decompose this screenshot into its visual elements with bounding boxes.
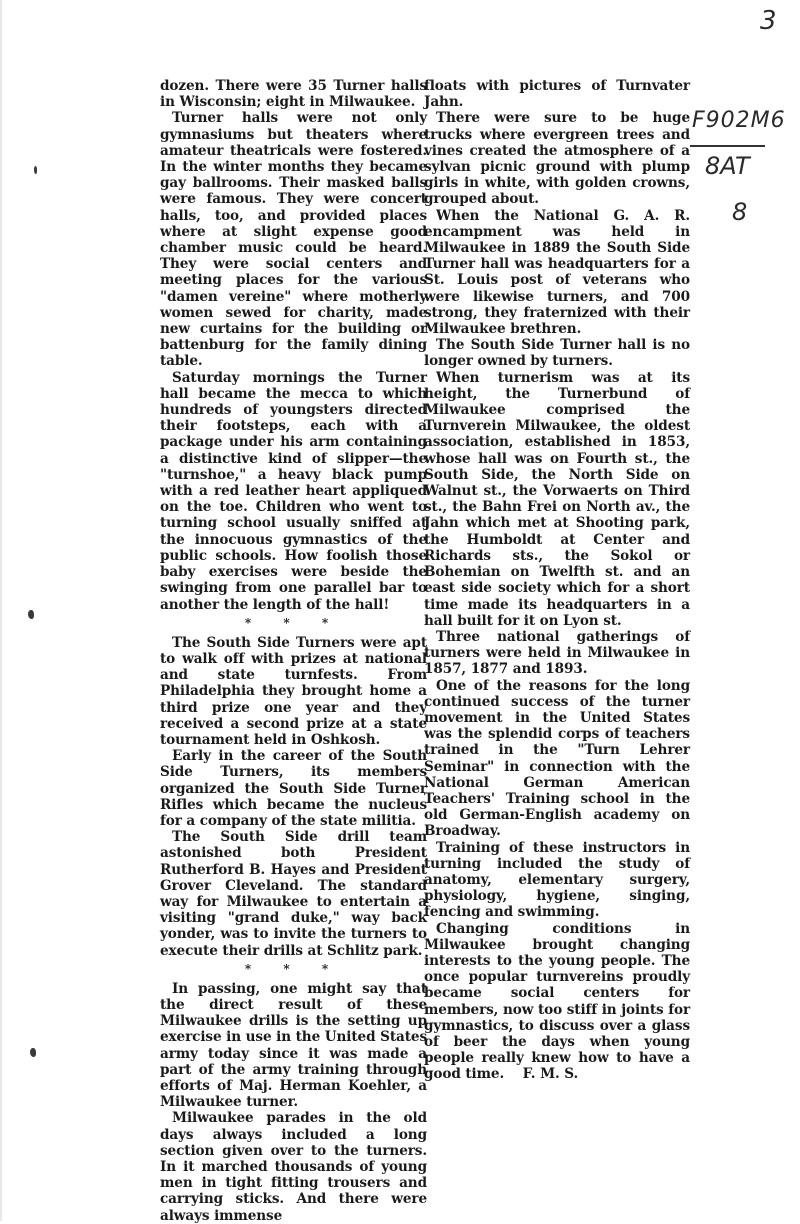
article-paragraph: The South Side Turners were apt to walk off with prizes at national and state turnfests. From Philadelphia they brought home a third prize one year and they received a second prize at a state tournament held in Oshkosh.: [160, 634, 427, 748]
section-separator: * * *: [244, 961, 343, 976]
article-paragraph: When turnerism was at its height, the Turnerbund of Milwaukee comprised the Turnverein Milwaukee, the oldest association, established in 1853, whose hall was on Fourth st., the South Side, the North Side on Walnut st., the Vorwaerts on Third st., the Bahn Frei on North av., the Jahn which met at Shooting park, the Humboldt at Center and Richards sts., the Sokol or Bohemian on Twelfth st. and an east side society which for a short time made its headquarters in a hall built for it on Lyon st.: [424, 369, 690, 629]
article-paragraph: Three national gatherings of turners were held in Milwaukee in 1857, 1877 and 1893.: [424, 628, 690, 678]
article-paragraph: floats with pictures of Turnvater Jahn.: [424, 78, 690, 111]
article-column-left: [160, 78, 427, 1224]
article-paragraph: When the National G. A. R. encampment was held in Milwaukee in 1889 the South Side Turner hall was headquarters for a St. Louis post of veterans who were likewise turners, and 700 strong, they fraternized with their Milwaukee brethren.: [424, 207, 690, 338]
article-paragraph: One of the reasons for the long continued success of the turner movement in the United States was the splendid corps of teachers trained in the "Turn Lehrer Seminar" in connection with the National German American Teachers' Training school in the old German-English academy on Broadway.: [424, 677, 690, 840]
article-column-right: [424, 78, 690, 1083]
article-paragraph: [424, 921, 690, 1083]
handwritten-page-number: 3: [760, 6, 777, 36]
handwritten-volume-number: 8: [732, 198, 748, 226]
section-separator: * * *: [244, 615, 343, 630]
author-initials: F. M. S.: [522, 1066, 579, 1083]
article-paragraph: In passing, one might say that the direct result of these Milwaukee drills is the setting up exercise in use in the United States army today since it was made a part of the army training through efforts of Maj. Herman Koehler, a Milwaukee turner.: [160, 980, 428, 1111]
margin-speck: [34, 166, 37, 174]
article-paragraph: Milwaukee parades in the old days always included a long section given over to the turners. In it marched thousands of young men in tight fitting trousers and carrying sticks. And there were always immense: [160, 1110, 427, 1224]
article-paragraph: Turner halls were not only gymnasiums but theaters where amateur theatricals were fostered. In the winter months they became gay ballrooms. Their masked balls were famous. They were concert halls, too, and provided places where at slight expense good chamber music could be heard. They were social centers and meeting places for the various "damen vereine" where motherly women sewed for charity, made new curtains for the building or battenburg for the family dining table.: [160, 110, 427, 370]
article-closing-text: Changing conditions in Milwaukee brought changing interests to the young people. The once popular turnvereins proudly became social centers for members, now too stiff in joints for gymnastics, to discuss over a glass of beer the days when young people really knew how to have a good time.: [424, 920, 690, 1083]
handwritten-underline: [690, 145, 765, 147]
margin-speck: [30, 1048, 36, 1057]
handwritten-shelf-code: 8AT: [705, 152, 750, 180]
article-paragraph: The South Side drill team astonished both President Rutherford B. Hayes and President Grover Cleveland. The standard way for Milwaukee to entertain a visiting "grand duke," way back yonder, was to invite the turners to execute their drills at Schlitz park.: [160, 829, 427, 959]
article-paragraph: dozen. There were 35 Turner halls in Wisconsin; eight in Milwaukee.: [160, 78, 427, 111]
article-paragraph: Training of these instructors in turning included the study of anatomy, elementary surgery, physiology, hygiene, singing, fencing and swimming.: [424, 839, 690, 921]
article-paragraph: There were sure to be huge trucks where evergreen trees and vines created the atmosphere of a sylvan picnic ground with plump girls in white, with golden crowns, grouped about.: [424, 110, 690, 208]
article-paragraph: The South Side Turner hall is no longer owned by turners.: [424, 337, 690, 370]
margin-speck: [28, 610, 34, 619]
handwritten-call-number: F902M6: [692, 108, 786, 133]
article-paragraph: Early in the career of the South Side Turners, its members organized the South Side Turner Rifles which became the nucleus for a company of the state militia.: [160, 748, 427, 829]
article-paragraph: Saturday mornings the Turner hall became the mecca to which hundreds of youngsters directed their footsteps, each with a package under his arm containing a distinctive kind of slipper—the "turnshoe," a heavy black pump with a red leather heart appliqued on the toe. Children who went to turning school usually sniffed at the innocuous gymnastics of the public schools. How foolish those baby exercises were beside the swinging from one parallel bar to another the length of the hall!: [160, 369, 427, 613]
